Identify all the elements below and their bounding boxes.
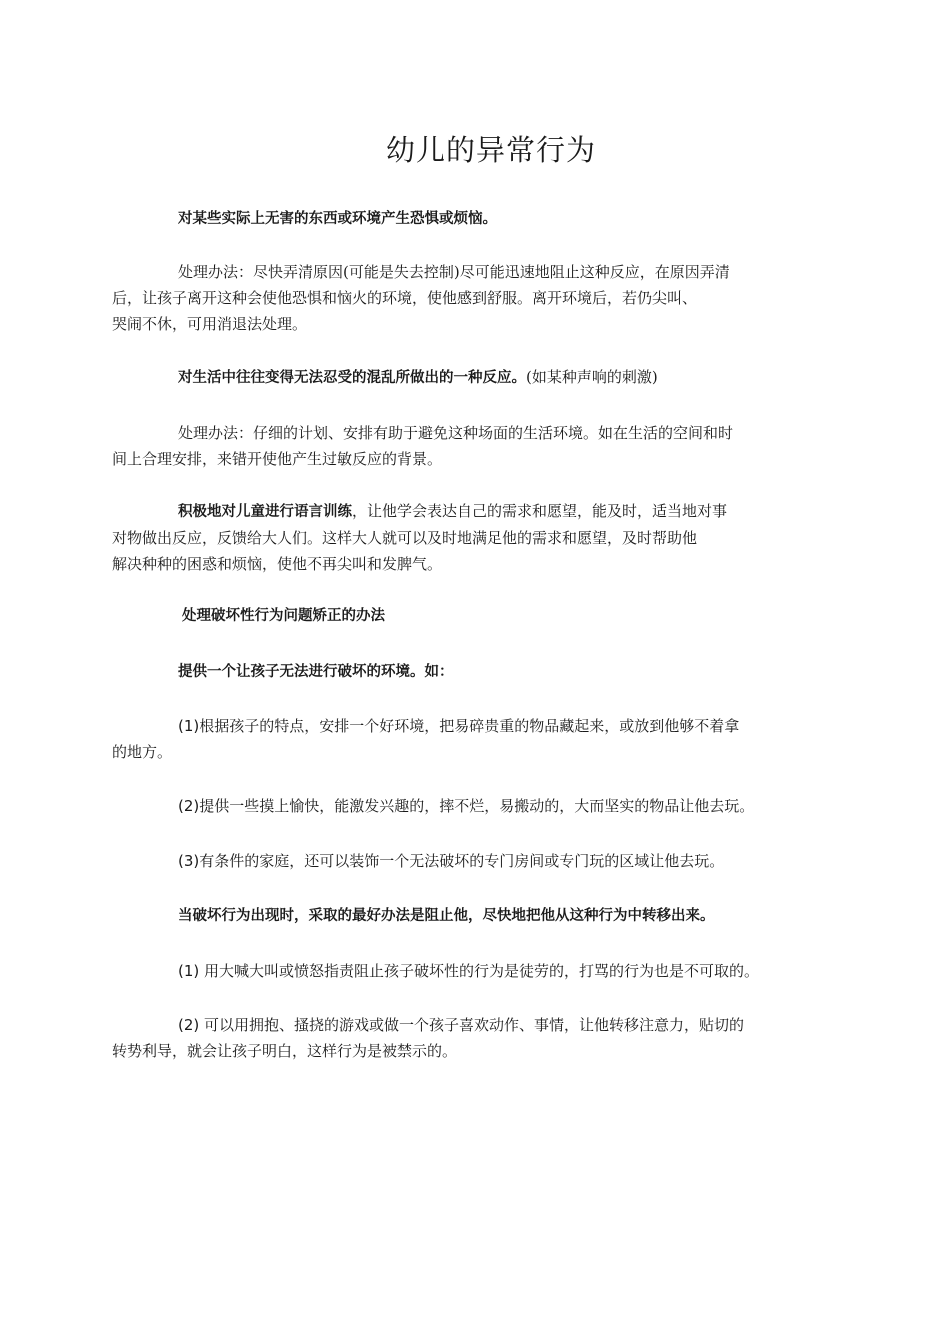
section-heading (145, 659, 815, 685)
section-heading (145, 603, 815, 629)
paragraph (112, 498, 815, 577)
paragraph-line: ，让他学会表达自己的需求和愿望，能及时，适当地对事 (352, 502, 728, 520)
paragraph (112, 259, 815, 337)
list-number: (2) (178, 1016, 200, 1034)
list-number: (1) (178, 717, 200, 735)
paragraph-line: 可以用拥抱、搔挠的游戏或做一个孩子喜欢动作、事情，让他转移注意力，贴切的 (199, 1016, 745, 1034)
section-heading (145, 364, 815, 391)
list-number: (1) (178, 962, 200, 980)
list-item (145, 958, 845, 984)
heading-text: 当破坏行为出现时，采取的最好办法是阻止他，尽快地把他从这种行为中转移出来。 (178, 908, 715, 924)
paragraph-line: 根据孩子的特点，安排一个好环境，把易碎贵重的物品藏起来，或放到他够不着拿 (199, 717, 740, 735)
heading-note: (如某种声响的刺激) (526, 368, 658, 386)
paragraph-line: 处理办法：仔细的计划、安排有助于避免这种场面的生活环境。如在生活的空间和时 (178, 424, 734, 442)
paragraph-line: 有条件的家庭，还可以装饰一个无法破坏的专门房间或专门玩的区域让他去玩。 (199, 852, 725, 870)
section-heading (145, 903, 845, 929)
list-item (112, 1012, 815, 1064)
paragraph-line: 转势利导，就会让孩子明白，这样行为是被禁示的。 (112, 1042, 458, 1060)
heading-text: 对生活中往往变得无法忍受的混乱所做出的一种反应。 (178, 370, 526, 386)
list-number: (3) (178, 852, 200, 870)
section-heading (145, 206, 815, 232)
paragraph-line: 提供一些摸上愉快，能激发兴趣的，摔不烂，易搬动的，大而坚实的物品让他去玩。 (199, 797, 755, 815)
heading-text: 对某些实际上无害的东西或环境产生恐惧或烦恼。 (178, 211, 497, 227)
page-title: 幼儿的异常行为 (385, 133, 596, 167)
heading-text: 处理破坏性行为问题矫正的办法 (182, 608, 385, 624)
paragraph-line: 对物做出反应，反馈给大人们。这样大人就可以及时地满足他的需求和愿望，及时帮助他 (112, 529, 698, 547)
paragraph (112, 420, 815, 472)
paragraph-line: 用大喊大叫或愤怒指责阻止孩子破坏性的行为是徒劳的，打骂的行为也是不可取的。 (199, 962, 760, 980)
paragraph-line: 处理办法：尽快弄清原因(可能是失去控制)尽可能迅速地阻止这种反应，在原因弄清 (178, 263, 730, 281)
list-item (145, 793, 845, 819)
paragraph-line: 的地方。 (112, 743, 173, 761)
heading-text: 提供一个让孩子无法进行破坏的环境。如： (178, 664, 454, 680)
list-number: (2) (178, 797, 200, 815)
paragraph-line: 后，让孩子离开这种会使他恐惧和恼火的环境，使他感到舒服。离开环境后，若仍尖叫、 (112, 289, 698, 307)
paragraph-line: 间上合理安排，来错开使他产生过敏反应的背景。 (112, 450, 443, 468)
paragraph-line: 哭闹不休，可用消退法处理。 (112, 315, 308, 333)
list-item (145, 848, 815, 874)
emphasis-text: 积极地对儿童进行语言训练 (178, 504, 352, 520)
list-item (112, 713, 815, 765)
paragraph-line: 解决种种的困惑和烦恼，使他不再尖叫和发脾气。 (112, 555, 443, 573)
